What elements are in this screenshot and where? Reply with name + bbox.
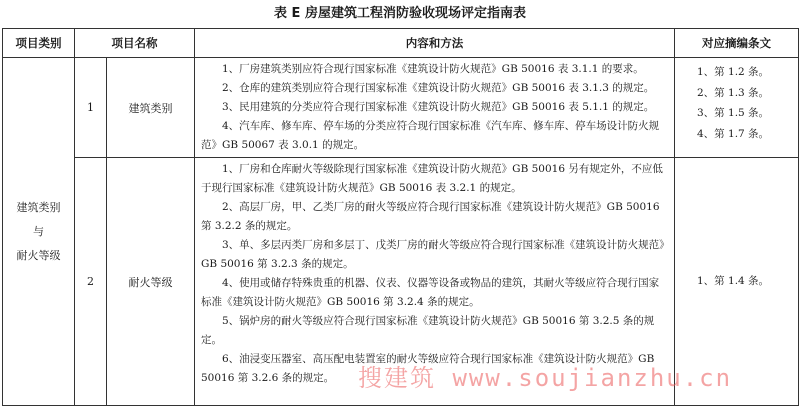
category-line: 耐火等级 bbox=[16, 248, 61, 262]
category-line: 建筑类别 bbox=[16, 200, 61, 214]
ref-item: 1、第 1.4 条。 bbox=[697, 275, 770, 288]
table-title: 表 E 房屋建筑工程消防验收现场评定指南表 bbox=[274, 6, 526, 21]
category-line: 与 bbox=[33, 224, 44, 238]
content-item: 6、油浸变压器室、高压配电装置室的耐火等级应符合现行国家标准《建筑设计防火规范》GB 50016 第 3.2.6 条的规定。 bbox=[201, 353, 655, 384]
row-name: 建筑类别 bbox=[107, 58, 195, 158]
row-number: 1 bbox=[75, 58, 107, 158]
header-content: 内容和方法 bbox=[195, 29, 675, 58]
table-row bbox=[3, 58, 799, 158]
content-item: 1、厂房建筑类别应符合现行国家标准《建筑设计防火规范》GB 50016 表 3.1.1 的要求。 bbox=[222, 63, 644, 75]
header-category: 项目类别 bbox=[3, 29, 75, 58]
content-item: 3、民用建筑的分类应符合现行国家标准《建筑设计防火规范》GB 50016 表 5.1.1 的规定。 bbox=[222, 101, 655, 113]
content-item: 2、高层厂房，甲、乙类厂房的耐火等级应符合现行国家标准《建筑设计防火规范》GB 50016 第 3.2.2 条的规定。 bbox=[201, 201, 660, 232]
content-item: 1、厂房和仓库耐火等级除现行国家标准《建筑设计防火规范》GB 50016 另有规定外，不应低于现行国家标准《建筑设计防火规范》GB 50016 表 3.2.1 的规定。 bbox=[201, 163, 663, 194]
row-name: 耐火等级 bbox=[107, 158, 195, 406]
row-ref bbox=[675, 58, 799, 158]
content-item: 3、单、多层丙类厂房和多层丁、戊类厂房的耐火等级应符合现行国家标准《建筑设计防火规范》GB 50016 第 3.2.3 条的规定。 bbox=[201, 239, 665, 270]
content-item: 4、使用或储存特殊贵重的机器、仪表、仪器等设备或物品的建筑，其耐火等级应符合现行国家标准《建筑设计防火规范》GB 50016 第 3.2.4 条的规定。 bbox=[201, 277, 660, 308]
content-item: 5、锅炉房的耐火等级应符合现行国家标准《建筑设计防火规范》GB 50016 第 3.2.5 条的规定。 bbox=[201, 315, 655, 346]
category-cell bbox=[3, 58, 75, 406]
content-item: 4、汽车库、修车库、停车场的分类应符合现行国家标准《汽车库、修车库、停车场设计防火规范》GB 50067 表 3.0.1 的规定。 bbox=[201, 120, 660, 151]
ref-item: 3、第 1.5 条。 bbox=[697, 107, 770, 119]
header-ref: 对应摘编条文 bbox=[675, 29, 799, 58]
watermark: 搜建筑 www.soujianzhu.cn bbox=[358, 364, 733, 392]
ref-item: 2、第 1.3 条。 bbox=[697, 86, 770, 99]
ref-item: 4、第 1.7 条。 bbox=[697, 127, 770, 140]
ref-item: 1、第 1.2 条。 bbox=[697, 66, 770, 78]
evaluation-table bbox=[2, 28, 799, 406]
row-content bbox=[195, 58, 675, 158]
content-item: 2、仓库的建筑类别应符合现行国家标准《建筑设计防火规范》GB 50016 表 3.1.3 的规定。 bbox=[222, 82, 655, 94]
row-number: 2 bbox=[75, 158, 107, 406]
header-name: 项目名称 bbox=[75, 29, 195, 58]
header-row bbox=[3, 29, 799, 58]
